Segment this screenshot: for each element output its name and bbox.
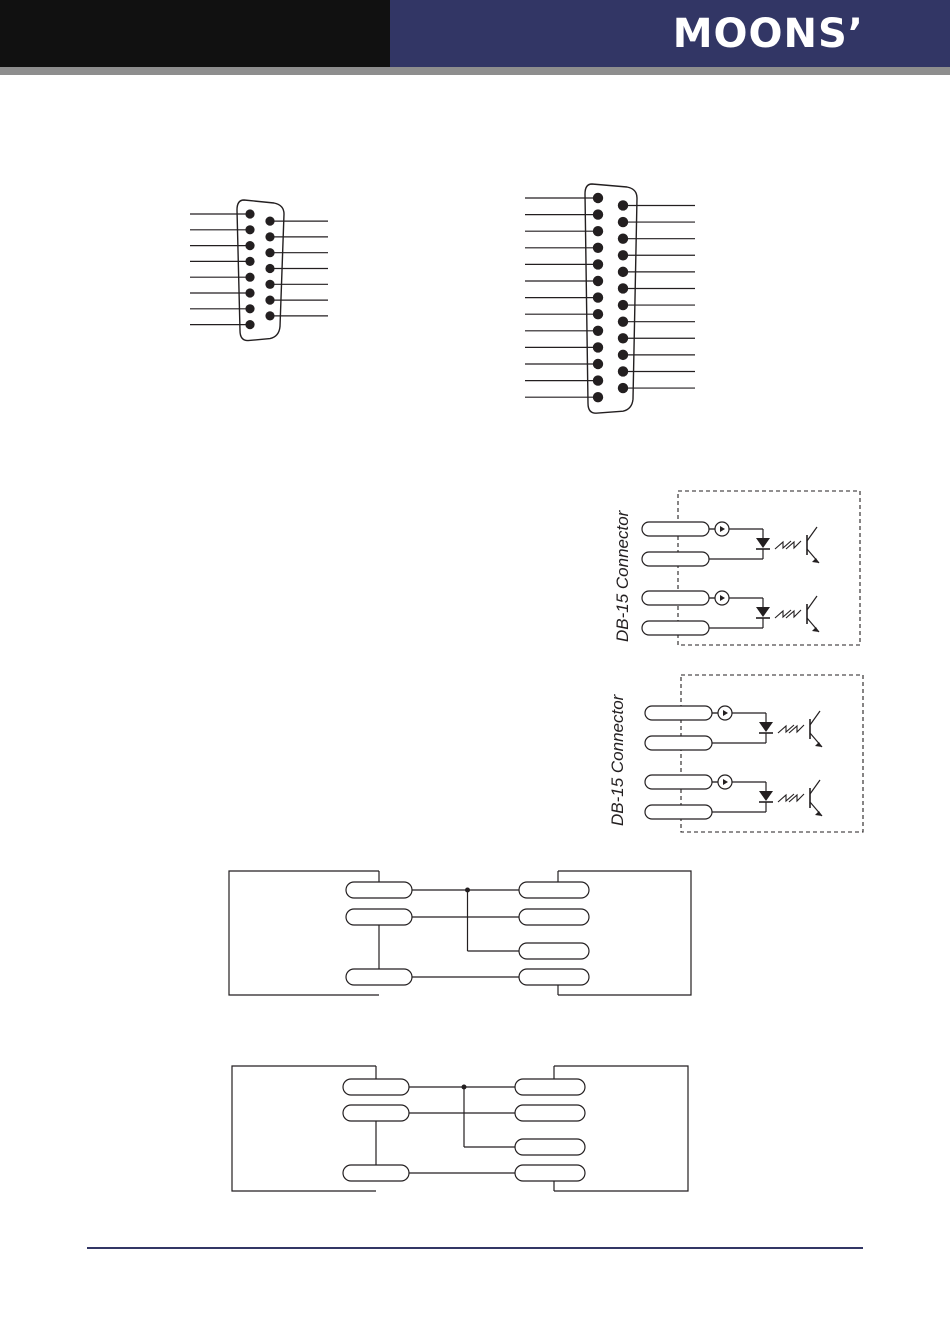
wiring-diagram-1-left-terminal-3 xyxy=(346,969,412,985)
opto-circuit-2-ch2-emitter-arrow xyxy=(815,811,822,816)
opto-circuit-1-ch1-terminal-plus xyxy=(642,522,709,536)
db25-left-pin-2 xyxy=(593,209,603,219)
opto-circuit-2-ch1-terminal-plus xyxy=(645,706,712,720)
wiring-diagram-1-right-terminal-2 xyxy=(519,909,589,925)
db15-left-pin-8 xyxy=(245,320,254,329)
opto-circuit-1-ch1-led-icon xyxy=(756,538,770,548)
db25-shell xyxy=(585,184,637,413)
db25-left-pin-3 xyxy=(593,226,603,236)
db25-right-pin-5 xyxy=(618,267,628,277)
input-circuit-2-label: DB-15 Connector xyxy=(608,694,627,826)
db15-left-pin-7 xyxy=(245,304,254,313)
opto-circuit-2-ch2-terminal-plus xyxy=(645,775,712,789)
db25-left-pin-9 xyxy=(593,326,603,336)
wiring-diagram-2-left-terminal-3 xyxy=(343,1165,409,1181)
opto-circuit-2-ch1-transistor-collector xyxy=(810,711,820,725)
db25-right-pin-7 xyxy=(618,300,628,310)
opto-circuit-1-ch2-emitter-arrow xyxy=(812,627,819,632)
opto-circuit-1-ch2-terminal-plus xyxy=(642,591,709,605)
db25-right-pin-10 xyxy=(618,350,628,360)
db25-left-pin-6 xyxy=(593,276,603,286)
db25-right-pin-3 xyxy=(618,233,628,243)
wiring-diagram-2-left-terminal-2 xyxy=(343,1105,409,1121)
opto-circuit-1-ch2-terminal-minus xyxy=(642,621,709,635)
db15-left-pin-1 xyxy=(245,209,254,218)
db25-right-pin-1 xyxy=(618,200,628,210)
opto-circuit-1-ch1-terminal-minus xyxy=(642,552,709,566)
moons-logo: MOONS’ xyxy=(672,11,864,57)
db25-left-pin-4 xyxy=(593,243,603,253)
opto-circuit-2-ch1-led-icon xyxy=(759,722,773,732)
wiring-diagram-2-right-terminal-3 xyxy=(515,1139,585,1155)
db25-right-pin-8 xyxy=(618,316,628,326)
db25-left-pin-7 xyxy=(593,292,603,302)
db15-right-pin-3 xyxy=(265,248,274,257)
db15-left-pin-4 xyxy=(245,257,254,266)
opto-circuit-2-ch1-terminal-minus xyxy=(645,736,712,750)
wiring-diagram-1-right-terminal-3 xyxy=(519,943,589,959)
opto-circuit-1-ch2-led-icon xyxy=(756,607,770,617)
opto-circuit-2-ch2-terminal-minus xyxy=(645,805,712,819)
db15-right-pin-4 xyxy=(265,264,274,273)
db15-right-pin-5 xyxy=(265,280,274,289)
wiring-diagram-1-left-terminal-1 xyxy=(346,882,412,898)
opto-circuit-2-ch1-emitter-arrow xyxy=(815,742,822,747)
opto-circuit-2-ch2-light-arrow-1 xyxy=(778,794,794,802)
wiring-diagram-1-right-terminal-1 xyxy=(519,882,589,898)
db15-left-pin-2 xyxy=(245,225,254,234)
db25-left-pin-1 xyxy=(593,193,603,203)
wiring-diagram-1-junction xyxy=(465,888,470,893)
wiring-diagram-2-junction xyxy=(462,1085,467,1090)
db15-right-pin-2 xyxy=(265,232,274,241)
opto-circuit-1-ch2-light-arrow-2 xyxy=(786,610,801,618)
db25-right-pin-6 xyxy=(618,283,628,293)
wiring-diagram-1-right-terminal-4 xyxy=(519,969,589,985)
opto-circuit-1-ch2-light-arrow-1 xyxy=(775,610,791,618)
db25-right-pin-12 xyxy=(618,383,628,393)
opto-circuit-2-ch2-transistor-collector xyxy=(810,780,820,794)
input-circuit-1-label: DB-15 Connector xyxy=(613,510,632,642)
opto-circuit-2-ch2-led-icon xyxy=(759,791,773,801)
opto-circuit-2-ch1-light-arrow-2 xyxy=(789,725,804,733)
db25-left-pin-12 xyxy=(593,375,603,385)
wiring-diagram-2-right-terminal-4 xyxy=(515,1165,585,1181)
opto-circuit-1-ch1-light-arrow-2 xyxy=(786,541,801,549)
db25-right-pin-11 xyxy=(618,366,628,376)
db25-left-pin-11 xyxy=(593,359,603,369)
opto-circuit-1-ch2-transistor-collector xyxy=(807,596,817,610)
footer-rule xyxy=(87,1247,863,1249)
db15-right-pin-7 xyxy=(265,311,274,320)
wiring-diagram-2-right-terminal-1 xyxy=(515,1079,585,1095)
wiring-diagram-2-right-terminal-2 xyxy=(515,1105,585,1121)
db25-right-pin-9 xyxy=(618,333,628,343)
db15-left-pin-6 xyxy=(245,288,254,297)
wiring-diagram-2-left-terminal-1 xyxy=(343,1079,409,1095)
opto-circuit-1-ch1-emitter-arrow xyxy=(812,558,819,563)
db25-left-pin-8 xyxy=(593,309,603,319)
opto-circuit-2-ch1-light-arrow-1 xyxy=(778,725,794,733)
db25-right-pin-4 xyxy=(618,250,628,260)
wiring-diagram-1-left-terminal-2 xyxy=(346,909,412,925)
opto-circuit-1-ch1-transistor-collector xyxy=(807,527,817,541)
db25-right-pin-2 xyxy=(618,217,628,227)
db15-left-pin-3 xyxy=(245,241,254,250)
db15-right-pin-1 xyxy=(265,217,274,226)
db25-left-pin-5 xyxy=(593,259,603,269)
db25-left-pin-10 xyxy=(593,342,603,352)
db15-right-pin-6 xyxy=(265,296,274,305)
opto-circuit-2-ch2-light-arrow-2 xyxy=(789,794,804,802)
db15-left-pin-5 xyxy=(245,273,254,282)
db25-left-pin-13 xyxy=(593,392,603,402)
opto-circuit-1-ch1-light-arrow-1 xyxy=(775,541,791,549)
